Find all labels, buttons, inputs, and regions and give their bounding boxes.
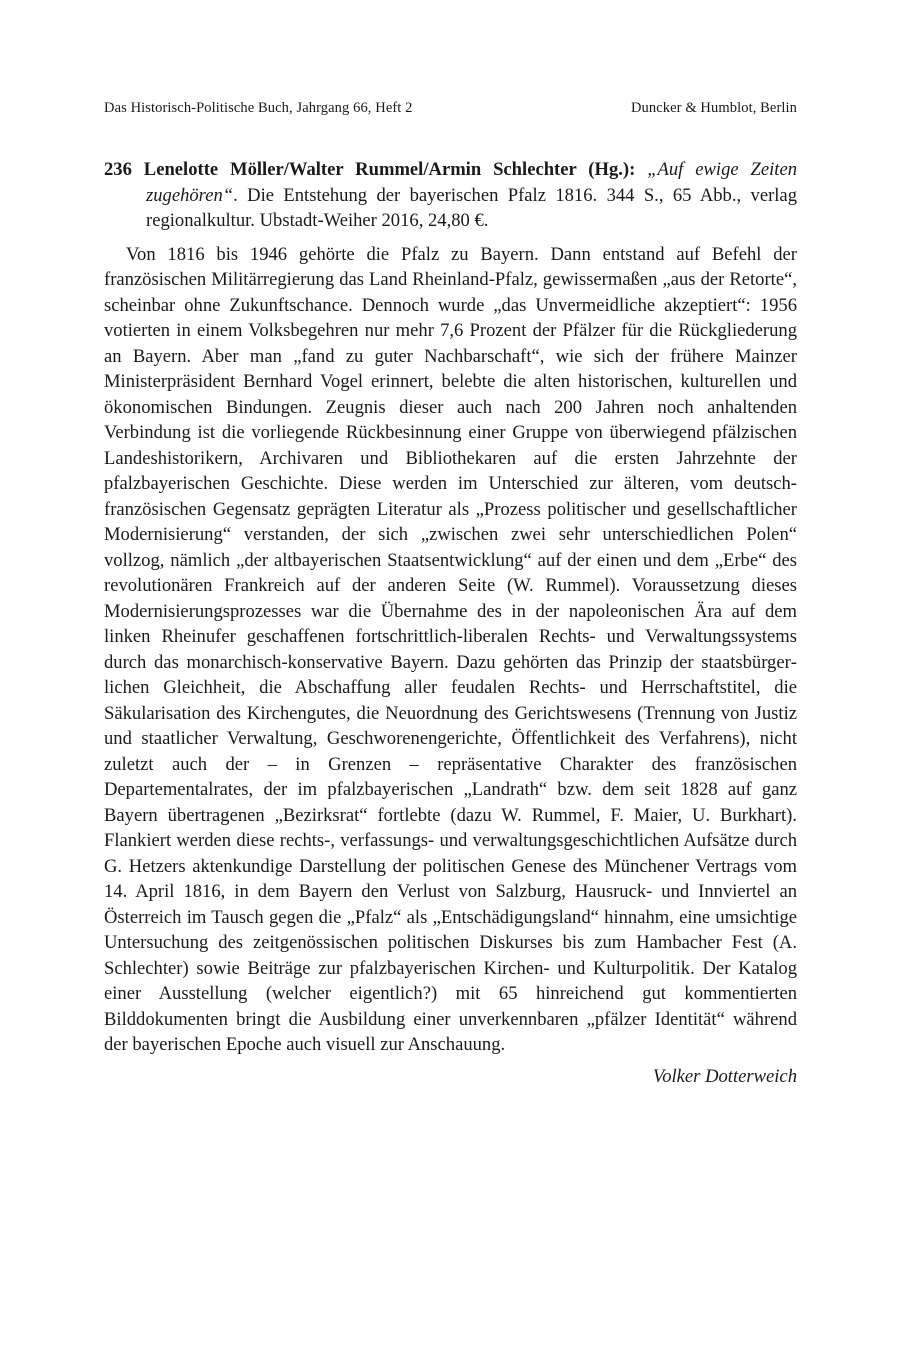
entry-authors: Lenelotte Möller/Walter Rummel/Armin Schlechter (Hg.): <box>143 159 636 180</box>
review-entry <box>104 157 797 1089</box>
book-details: . Die Entstehung der bayerischen Pfalz 1816. 344 S., 65 Abb., verlag regionalkultur. Ubstadt-Weiher 2016, 24,80 €. <box>146 184 797 231</box>
book-title: „Auf ewige Zeiten zugehören“ <box>146 159 797 206</box>
entry-heading <box>104 157 797 234</box>
journal-title: Das Historisch-Politische Buch, Jahrgang 66, Heft 2 <box>104 100 413 116</box>
publisher-name: Duncker & Humblot, Berlin <box>630 100 797 116</box>
entry-number: 236 <box>104 159 132 180</box>
running-header <box>104 100 797 117</box>
review-text: Von 1816 bis 1946 gehörte die Pfalz zu Bayern. Dann entstand auf Befehl der französischen Militärregierung das Land Rheinland-Pfalz, gewissermaßen „aus der Retorte“, scheinbar ohne Zukunftschance. Dennoch wurde „das Unvermeidliche akzeptiert“: 1956 votierten in einem Volksbegehren nur mehr 7,6 Prozent der Pfälzer für die Rückgliederung an Bayern. Aber man „fand zu guter Nachbarschaft“, wie sich der frühere Mainzer Ministerpräsident Bernhard Vogel erinnert, belebte die alten historischen, kulturellen und ökonomischen Bindungen. Zeugnis dieser auch nach 200 Jahren noch anhaltenden Verbindung ist die vorliegende Rückbesinnung einer Gruppe von überwiegend pfälzischen Landeshistorikern, Archivaren und Bibliothekaren auf die ersten Jahrzehnte der pfalzbayerischen Geschichte. Diese werden im Unterschied zur älteren, vom deutsch-französischen Gegensatz geprägten Literatur als „Prozess politischer und gesellschaftlicher Modernisierung“ verstanden, der sich „zwischen zwei sehr unterschiedlichen Polen“ vollzog, nämlich „der altbayerischen Staatsentwicklung“ auf der einen und dem „Erbe“ des revolutionären Frankreich auf der anderen Seite (W. Rummel). Voraussetzung dieses Modernisierungsprozesses war die Übernahme des in der napoleonischen Ära auf dem linken Rheinufer geschaffenen fortschrittlich-liberalen Rechts- und Verwaltungssystems durch das monarchisch-konservative Bayern. Dazu gehörten das Prinzip der staatsbürgerlichen Gleichheit, die Abschaffung aller feudalen Rechts- und Herrschaftstitel, die Säkularisation des Kirchengutes, die Neuordnung des Gerichtswesens (Trennung von Justiz und staatlicher Verwaltung, Geschworenengerichte, Öffentlichkeit des Verfahrens), nicht zuletzt auch der – in Grenzen – repräsentative Charakter des französischen Departementalrates, der im pfalzbayerischen „Landrath“ bzw. dem seit 1828 auf ganz Bayern übertragenen „Bezirksrat“ fortlebte (dazu W. Rummel, F. Maier, U. Burkhart). Flankiert werden diese rechts-, verfassungs- und verwaltungsgeschichtlichen Aufsätze durch G. Hetzers aktenkundige Darstellung der politischen Genese des Münchener Vertrags vom 14. April 1816, in dem Bayern den Verlust von Salzburg, Hausruck- und Innviertel an Österreich im Tausch gegen die „Pfalz“ als „Entschädigungsland“ hinnahm, eine umsichtige Untersuchung des zeitgenössischen politischen Diskurses bis zum Hambacher Fest (A. Schlechter) sowie Beiträge zur pfalzbayerischen Kirchen- und Kulturpolitik. Der Katalog einer Ausstellung (welcher eigentlich?) mit 65 hinreichend gut kommentierten Bilddokumenten bringt die Ausbildung einer unverkennbaren „pfälzer Identität“ während der bayerischen Epoche auch visuell zur Anschauung. <box>104 243 797 1055</box>
reviewer-name: Volker Dotterweich <box>652 1065 797 1087</box>
